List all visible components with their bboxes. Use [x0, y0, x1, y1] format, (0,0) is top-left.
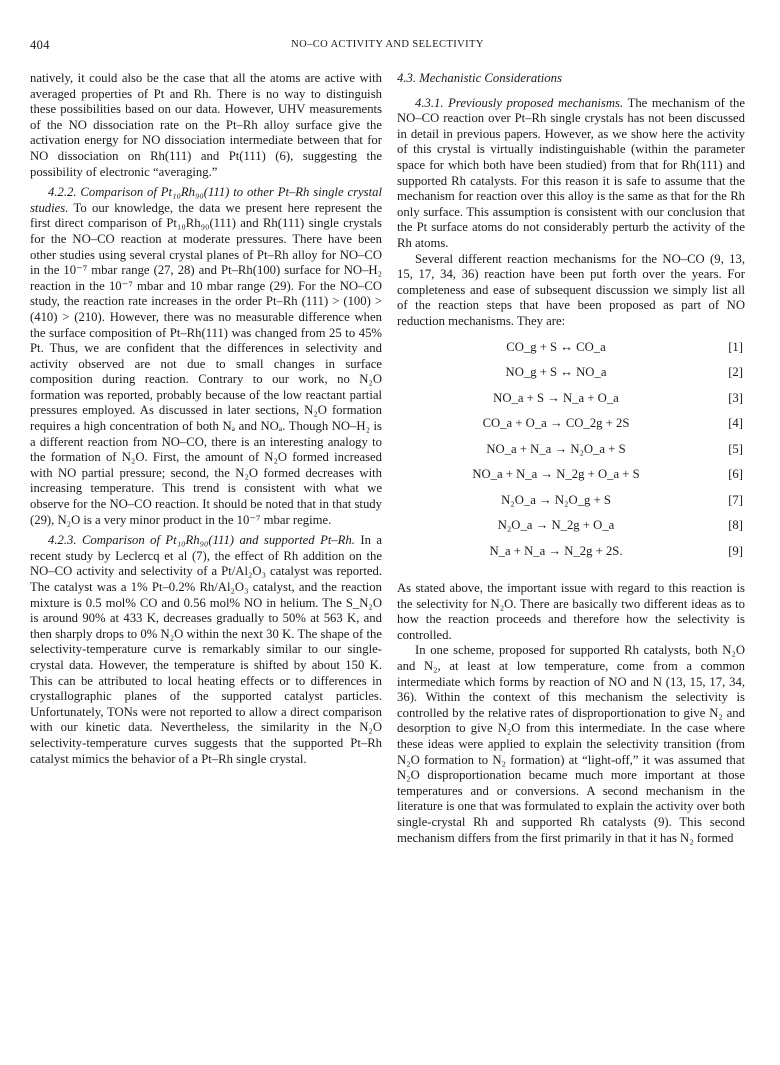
paragraph-section-4-2-3 — [30, 533, 382, 767]
paragraph-section-4-3-1 — [397, 96, 745, 252]
running-header — [30, 38, 745, 54]
equation-expression: N₂O_a → N₂O_g + S — [501, 492, 611, 507]
equation-row — [397, 365, 745, 391]
equation-expression: NO_g + S ↔ NO_a — [505, 365, 607, 379]
equation-row — [397, 340, 745, 366]
equation-row — [397, 442, 745, 468]
equation-expression: CO_a + O_a → CO_2g + 2S — [482, 416, 630, 430]
equation-expression: N₂O_a → N_2g + O_a — [497, 518, 615, 532]
subsection-body-4-2-3: In a recent study by Leclercq et al (7), the effect of Rh addition on the NO–CO activity and selectivity of a Pt/Al₂O₃ catalyst was reported. The catalyst was a 1% Pt–0.2% Rh/Al₂O₃ catalyst, and the reaction mixture is 0.5 mol% CO and 0.56 mol% NO in helium. The S_N₂O is around 90% at 433 K, decreases gradually to 50% at 563 K, and then sharply drops to 0% N₂O within the next 30 K. The shape of the selectivity-temperature curve is remarkably similar to our single-crystal data. However, the temperature is shifted by about 150 K. This can be attributed to local heating effects or to differences in crystallographic planes of the supported catalyst particles. Unfortunately, TONs were not reported to allow a direct comparison with our kinetic data. Nevertheless, the similarity in the N₂O selectivity-temperature curves suggests that the supported Pt–Rh catalyst mimics the behavior of a Pt–Rh single crystal. — [30, 533, 382, 766]
page-number: 404 — [30, 38, 50, 52]
equation-row — [397, 518, 745, 544]
equation-expression: NO_a + N_a → N_2g + O_a + S — [472, 467, 640, 481]
equation-expression: NO_a + N_a → N₂O_a + S — [486, 441, 626, 456]
subsection-heading-4-2-3: 4.2.3. Comparison of Pt₁₀Rh₉₀(111) and supported Pt–Rh. — [48, 533, 355, 548]
equation-number: [3] — [728, 390, 743, 405]
left-column — [30, 71, 382, 767]
paragraph-as-stated: As stated above, the important issue with regard to this reaction is the selectivity for N₂O. There are basically two different ideas as to how the reaction proceeds and therefore how the selectivity is controlled. — [397, 581, 745, 642]
subsection-heading-4-2-2: 4.2.2. Comparison of Pt₁₀Rh₉₀(111) to other Pt–Rh single crystal studies. — [30, 185, 382, 215]
section-heading-4-3: 4.3. Mechanistic Considerations — [397, 71, 562, 85]
equation-row — [397, 467, 745, 493]
paragraph-section-4-2-2 — [30, 185, 382, 528]
right-column — [397, 71, 745, 846]
equation-row — [397, 391, 745, 417]
paragraph-one-scheme: In one scheme, proposed for supported Rh catalysts, both N₂O and N₂, at least at low temperature, come from a common intermediate which forms by reaction of NO and N (13, 15, 17, 34, 36). Within the context of this mechanism the selectivity is controlled by the relative rates of disproportionation to give N₂ and desorption to give N₂O from this intermediate. In the case where these ideas were applied to explain the selectivity transition (from N₂O formation to N₂ formation) at “light-off,” it was assumed that N₂O disproportionation became much more important at those temperatures and or conversions. A second mechanism in the literature is one that was formulated to explain the activity over both single-crystal Rh and supported Rh catalysts (9). This second mechanism differs from the first primarily in that it has N₂ formed — [397, 643, 745, 845]
equation-expression: NO_a + S → N_a + O_a — [493, 390, 619, 405]
subsection-body-4-3-1: The mechanism of the NO–CO reaction over Pt–Rh single crystals has not been discussed in detail in previous papers. However, as we show here the activity of this crystal is virtually indistinguishable (within the parameter space for which both have been studied) from that for Rh(111) and supported Rh catalysts. For this reason it is safe to assume that the mechanism for reaction over this alloy is the same as that for the Rh only surface. This assumption is consistent with our conclusion that the Pt surface atoms do not considerably perturb the activity of the Rh atoms. — [397, 95, 746, 250]
equation-row — [397, 544, 745, 570]
paragraph-continued: natively, it could also be the case that all the atoms are active with averaged properties of Pt and Rh. There is no way to distinguish these possibilities based on our data. However, UHV measurements of the NO dissociation rate on the Pt–Rh alloy surface give the activation energy for NO dissociation intermediate between that for NO dissociation on Rh(111) and Pt(111) (6), suggesting the possibility of electronic “averaging.” — [30, 71, 382, 179]
equation-number: [1] — [728, 339, 743, 354]
reaction-equations — [397, 340, 745, 570]
running-title: NO–CO ACTIVITY AND SELECTIVITY — [291, 39, 484, 50]
equation-expression: N_a + N_a → N_2g + 2S. — [489, 543, 623, 558]
equation-number: [8] — [728, 518, 743, 532]
equation-row — [397, 416, 745, 442]
paragraph-several-mechanisms: Several different reaction mechanisms for the NO–CO (9, 13, 15, 17, 34, 36) reaction have been put forth over the years. For completeness and ease of subsequent discussion we simply list all of the reaction steps that have been proposed as part of NO reduction mechanisms. They are: — [397, 251, 745, 328]
equation-number: [2] — [728, 365, 743, 379]
equation-number: [5] — [728, 441, 743, 456]
equation-number: [6] — [728, 467, 743, 481]
subsection-body-4-2-2: To our knowledge, the data we present here represent the first direct comparison of Pt₁₀Rh₉₀(111) and Rh(111) single crystals for the NO–CO reaction at moderate pressures. There have been other studies using several crystal planes of Pt–Rh alloy for NO–CO in the 10⁻⁷ mbar range (27, 28) and Pt–Rh(100) surface for NO–H₂ reaction in the 10⁻⁷ mbar and 10 mbar range (29). For the NO–CO study, the reaction rate increases in the order Pt–Rh (111) > (100) > (410) > (210). However, there was no measurable difference when the surface composition of Pt–Rh(111) was changed from 25 to 45% Pt. Thus, we are confident that the differences in selectivity and activity observed are not due to small changes in surface composition during reaction. Contrary to our work, no N₂O formation was reported, probably because of the low reactant partial pressures employed. As discussed in later sections, N₂O formation requires a high concentration of both Nₐ and NOₐ. Though NO–H₂ is a different reaction from NO–CO, there is an interesting analogy to the formation of N₂O. First, the amount of N₂O formed increased with NO partial pressure; second, the N₂O formed decreases with increasing temperature. This trend is consistent with what we observe for the NO–CO reaction. It should be noted that in that study (29), N₂O is a very minor product in the 10⁻⁷ mbar regime. — [30, 200, 382, 527]
equation-row — [397, 493, 745, 519]
equation-number: [9] — [728, 543, 743, 558]
equation-number: [7] — [728, 492, 743, 507]
subsection-heading-4-3-1: 4.3.1. Previously proposed mechanisms. — [415, 95, 624, 110]
equation-expression: CO_g + S ↔ CO_a — [506, 339, 606, 354]
equation-number: [4] — [728, 416, 743, 430]
